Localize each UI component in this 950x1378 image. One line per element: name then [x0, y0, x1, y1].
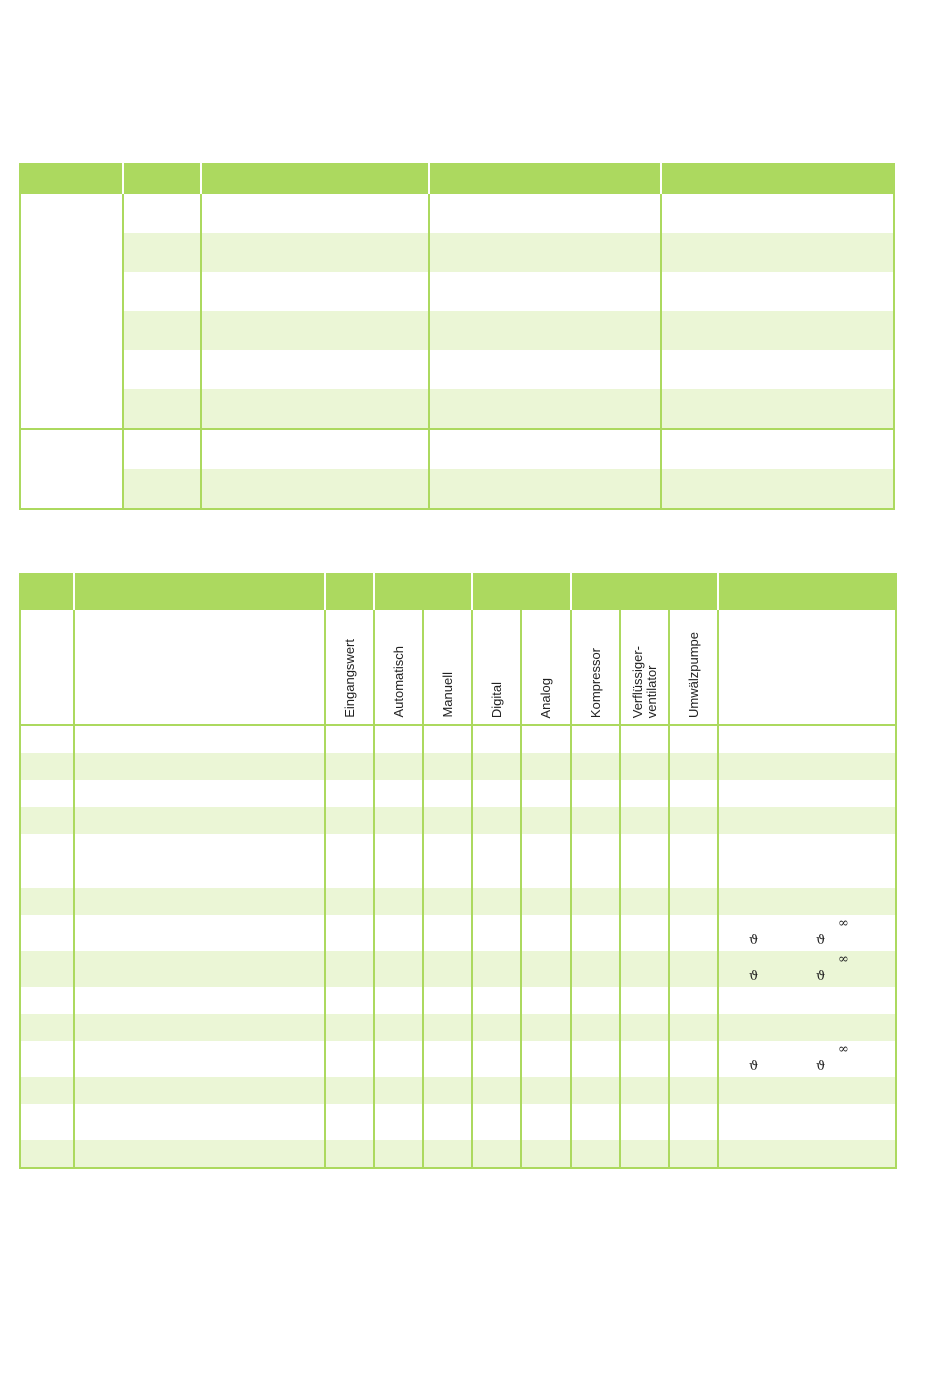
header-cell	[571, 573, 718, 609]
table-cell	[123, 272, 201, 311]
table-cell	[201, 311, 429, 350]
table-row	[20, 429, 894, 469]
table-cell	[123, 233, 201, 272]
table-row	[20, 194, 894, 233]
table-row	[20, 1104, 896, 1140]
eingangswert-label: Eingangswert	[341, 639, 357, 718]
table-row	[20, 1140, 896, 1168]
table-cell	[201, 272, 429, 311]
table-row	[20, 389, 894, 429]
table-row	[20, 1041, 896, 1077]
table-row	[20, 888, 896, 915]
subheader-eingangswert	[325, 609, 374, 725]
header-cell	[74, 573, 325, 609]
formula-cell	[718, 1041, 896, 1077]
group-cell	[20, 194, 123, 429]
table-cell	[429, 233, 661, 272]
header-cell	[429, 163, 661, 194]
table-row	[20, 915, 896, 951]
table-cell	[201, 350, 429, 389]
table-cell	[661, 389, 894, 429]
table-cell	[661, 233, 894, 272]
table-cell	[429, 194, 661, 233]
subheader-verfluessiger-ventilator	[620, 609, 669, 725]
table-cell	[661, 469, 894, 509]
table-row	[20, 469, 894, 509]
table-row	[20, 311, 894, 350]
table-row	[20, 834, 896, 888]
table-cell	[429, 311, 661, 350]
table-cell	[123, 194, 201, 233]
header-cell	[201, 163, 429, 194]
table-cell	[123, 311, 201, 350]
table-row	[20, 233, 894, 272]
subheader-cell	[20, 609, 74, 725]
analog-label: Analog	[538, 677, 553, 718]
table-cell	[201, 469, 429, 509]
theta-symbol: ϑ	[816, 969, 826, 984]
formula-cell	[718, 951, 896, 987]
infinity-symbol: ∞	[838, 952, 849, 967]
kompressor-label: Kompressor	[587, 647, 603, 718]
subheader-cell	[718, 609, 896, 725]
table-row	[20, 780, 896, 807]
header-cell	[123, 163, 201, 194]
subheader-automatisch	[374, 609, 423, 725]
table-row	[20, 725, 896, 753]
table-cell	[661, 194, 894, 233]
formula-cell	[718, 915, 896, 951]
group-cell	[20, 429, 123, 509]
header-cell	[472, 573, 571, 609]
verfluessiger-ventilator-label: Verflüssiger- ventilator	[629, 645, 659, 718]
subheader-digital	[472, 609, 521, 725]
header-cell	[325, 573, 374, 609]
table-cell	[429, 272, 661, 311]
table-2	[19, 573, 897, 1169]
theta-symbol: ϑ	[816, 933, 826, 948]
table-cell	[123, 429, 201, 469]
table-cell	[661, 350, 894, 389]
table-cell	[661, 429, 894, 469]
table-row	[20, 272, 894, 311]
table-row	[20, 951, 896, 987]
table-row	[20, 807, 896, 834]
table-row	[20, 753, 896, 780]
table-row	[20, 1014, 896, 1041]
table-cell	[429, 350, 661, 389]
automatisch-label: Automatisch	[390, 646, 406, 718]
manuell-label: Manuell	[439, 672, 455, 718]
header-cell	[20, 163, 123, 194]
digital-label: Digital	[488, 681, 504, 718]
theta-symbol: ϑ	[749, 1059, 759, 1074]
table-row	[20, 987, 896, 1014]
header-cell	[374, 573, 472, 609]
table-cell	[429, 469, 661, 509]
table-cell	[123, 469, 201, 509]
table-cell	[429, 429, 661, 469]
header-cell	[718, 573, 896, 609]
table-cell	[201, 429, 429, 469]
table-2-header-row	[20, 573, 896, 609]
table-row	[20, 1077, 896, 1104]
subheader-manuell	[423, 609, 472, 725]
table-cell	[123, 350, 201, 389]
infinity-symbol: ∞	[838, 916, 849, 931]
table-2-subheader-row	[20, 609, 896, 725]
table-cell	[661, 311, 894, 350]
infinity-symbol: ∞	[838, 1042, 849, 1057]
table-row	[20, 350, 894, 389]
header-cell	[20, 573, 74, 609]
subheader-analog	[521, 609, 571, 725]
table-cell	[429, 389, 661, 429]
table-cell	[661, 272, 894, 311]
subheader-cell	[74, 609, 325, 725]
theta-symbol: ϑ	[816, 1059, 826, 1074]
table-cell	[201, 194, 429, 233]
table-1-header-row	[20, 163, 894, 194]
table-cell	[123, 389, 201, 429]
theta-symbol: ϑ	[749, 933, 759, 948]
table-cell	[201, 233, 429, 272]
subheader-umwaelzpumpe	[669, 609, 718, 725]
table-cell	[201, 389, 429, 429]
umwaelzpumpe-label: Umwälzpumpe	[685, 632, 701, 718]
header-cell	[661, 163, 894, 194]
subheader-kompressor	[571, 609, 620, 725]
theta-symbol: ϑ	[749, 969, 759, 984]
table-1	[19, 163, 895, 510]
